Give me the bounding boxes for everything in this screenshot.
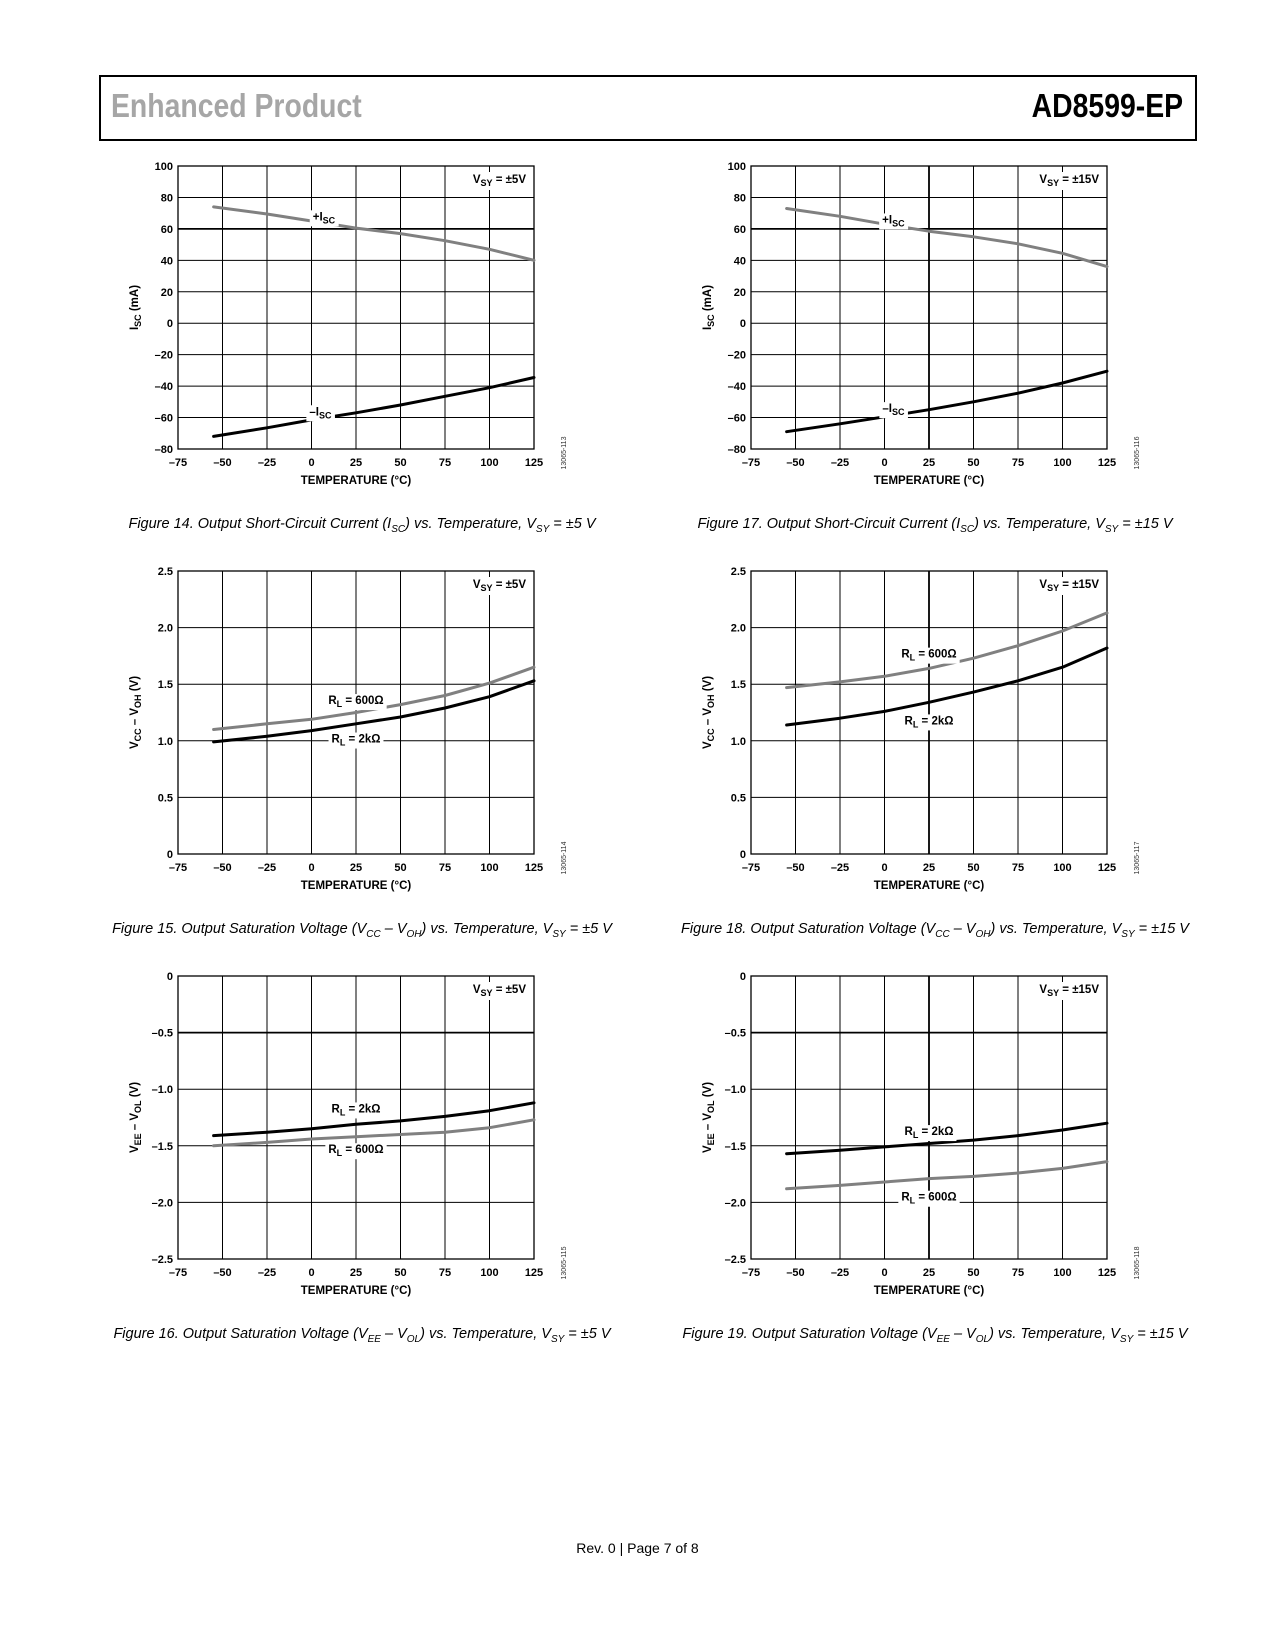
series-label — [879, 213, 908, 229]
x-tick-label: –50 — [786, 457, 805, 469]
figure-17-caption: Figure 17. Output Short-Circuit Current $(I_{SC})$ vs. Temperature, $V_{SY} = \pm 15$ V — [697, 516, 1173, 535]
x-tick-label: 125 — [1097, 1267, 1117, 1279]
y-tick-label: –2.5 — [724, 1254, 746, 1266]
x-axis-label: TEMPERATURE (°C) — [873, 475, 985, 487]
figure-code: 13065-117 — [1134, 841, 1141, 875]
series-label — [329, 1102, 384, 1118]
svg-text:VSY = ±15V: $V_{SY} = \pm 15V$ — [1039, 984, 1099, 998]
x-tick-label: 25 — [922, 457, 936, 469]
y-axis-label: $V_{EE} - V_{OL}$ (V) — [129, 1081, 143, 1154]
y-tick-label: –2.0 — [151, 1197, 173, 1210]
x-tick-label: 100 — [480, 1267, 499, 1279]
x-tick-label: 0 — [308, 457, 315, 469]
x-tick-label: 100 — [1053, 862, 1072, 874]
chart-isc-vs-temp-5v — [130, 160, 600, 500]
header-left-title: Enhanced Product — [111, 87, 362, 124]
vsy-label — [1035, 172, 1103, 190]
vsy-label — [469, 577, 531, 595]
x-tick-label: 125 — [524, 862, 544, 874]
x-axis-label: TEMPERATURE (°C) — [873, 880, 985, 892]
x-tick-label: –25 — [257, 457, 277, 469]
x-tick-label: 25 — [349, 862, 363, 874]
y-tick-label: –20 — [727, 349, 746, 362]
x-tick-label: –75 — [741, 862, 761, 874]
y-tick-label: 0 — [166, 971, 173, 983]
x-tick-label: –50 — [213, 862, 232, 874]
x-tick-label: 50 — [967, 457, 980, 469]
series-label — [325, 1143, 386, 1159]
x-tick-label: 25 — [922, 1267, 936, 1279]
x-tick-label: 25 — [922, 862, 936, 874]
series-label — [902, 1125, 957, 1141]
y-axis-label: $V_{CC} - V_{OH}$ (V) — [702, 675, 716, 750]
x-tick-label: –75 — [168, 1267, 188, 1279]
svg-text:RL = 2kΩ: $R_L = 2k\Omega$ — [904, 715, 954, 730]
x-tick-label: 100 — [480, 862, 499, 874]
y-tick-label: 2.0 — [157, 622, 173, 635]
y-tick-label: 40 — [733, 255, 746, 268]
series-label — [898, 648, 959, 664]
y-tick-label: 0 — [739, 849, 746, 861]
x-tick-label: 0 — [308, 1267, 315, 1279]
x-tick-label: 50 — [394, 457, 407, 469]
svg-text:VSY = ±5V: $V_{SY} = \pm 5V$ — [472, 579, 526, 593]
svg-text:VSY = ±5V: $V_{SY} = \pm 5V$ — [472, 174, 526, 188]
y-tick-label: 1.0 — [730, 735, 746, 748]
y-axis-label: $I_{SC}$ (mA) — [129, 284, 143, 331]
chart-vee-vol-vs-temp-15v — [703, 970, 1173, 1310]
svg-text:VSY = ±15V: $V_{SY} = \pm 15V$ — [1039, 579, 1099, 593]
chart-vcc-voh-vs-temp-5v — [130, 565, 600, 905]
x-tick-label: –25 — [830, 457, 850, 469]
chart-vee-vol-vs-temp-5v — [130, 970, 600, 1310]
y-tick-label: –20 — [154, 349, 173, 362]
y-tick-label: 0.5 — [730, 792, 746, 805]
y-tick-label: 80 — [733, 192, 746, 205]
series-label — [898, 1191, 959, 1207]
x-tick-label: 50 — [967, 1267, 980, 1279]
y-tick-label: 2.5 — [730, 566, 746, 578]
series-line — [787, 209, 1107, 267]
page-header — [99, 75, 1197, 141]
x-tick-label: 75 — [1011, 862, 1025, 874]
figure-16-caption: Figure 16. Output Saturation Voltage $(V_{EE} - V_{OL})$ vs. Temperature, $V_{SY} = \pm 5$ V — [113, 1326, 611, 1345]
chart-isc-vs-temp-15v — [703, 160, 1173, 500]
x-axis-label: TEMPERATURE (°C) — [300, 880, 412, 892]
y-tick-label: 0 — [739, 971, 746, 983]
y-tick-label: 40 — [160, 255, 173, 268]
figure-code: 13065-118 — [1134, 1246, 1141, 1280]
y-tick-label: 1.5 — [157, 679, 173, 692]
x-tick-label: 0 — [881, 457, 888, 469]
y-tick-label: 0 — [739, 318, 746, 331]
x-tick-label: 75 — [1011, 1267, 1025, 1279]
vsy-label — [1035, 577, 1103, 595]
figure-code: 13065-114 — [561, 841, 568, 875]
x-tick-label: 100 — [480, 457, 499, 469]
x-tick-label: –50 — [213, 457, 232, 469]
x-tick-label: 25 — [349, 1267, 363, 1279]
figure-15-caption: Figure 15. Output Saturation Voltage $(V_{CC} - V_{OH})$ vs. Temperature, $V_{SY} = \pm 5$ V — [112, 921, 612, 940]
x-tick-label: –25 — [257, 1267, 277, 1279]
x-tick-label: 75 — [438, 862, 452, 874]
x-axis-label: TEMPERATURE (°C) — [873, 1285, 985, 1297]
figure-code: 13065-116 — [1134, 436, 1141, 470]
svg-text:–ISC: $-I_{SC}$ — [882, 403, 905, 418]
x-tick-label: 0 — [881, 862, 888, 874]
y-tick-label: 100 — [727, 161, 746, 173]
x-tick-label: –75 — [741, 1267, 761, 1279]
x-axis-label: TEMPERATURE (°C) — [300, 1285, 412, 1297]
vsy-label — [1035, 982, 1103, 1000]
x-tick-label: 25 — [349, 457, 363, 469]
x-tick-label: 0 — [308, 862, 315, 874]
svg-text:RL = 2kΩ: $R_L = 2k\Omega$ — [331, 1103, 381, 1118]
y-tick-label: –1.5 — [724, 1140, 746, 1153]
x-tick-label: –25 — [830, 862, 850, 874]
series-label — [306, 405, 335, 421]
figure-14-caption: Figure 14. Output Short-Circuit Current $(I_{SC})$ vs. Temperature, $V_{SY} = \pm 5$ V — [128, 516, 596, 535]
svg-text:–ISC: $-I_{SC}$ — [309, 406, 332, 421]
x-tick-label: –75 — [168, 457, 188, 469]
x-tick-label: –50 — [786, 1267, 805, 1279]
y-tick-label: 60 — [160, 223, 173, 236]
svg-text:+ISC: $+I_{SC}$ — [882, 214, 905, 229]
y-tick-label: –1.0 — [724, 1084, 746, 1097]
series-line — [214, 207, 534, 260]
chart-vcc-voh-vs-temp-15v — [703, 565, 1173, 905]
header-part-number: AD8599-EP — [1031, 87, 1183, 124]
y-tick-label: –2.5 — [151, 1254, 173, 1266]
y-tick-label: 100 — [154, 161, 173, 173]
y-tick-label: 60 — [733, 223, 746, 236]
svg-text:RL = 600Ω: $R_L = 600\Omega$ — [901, 648, 957, 663]
y-axis-label: $I_{SC}$ (mA) — [702, 284, 716, 331]
page-footer: Rev. 0 | Page 7 of 8 — [576, 1540, 699, 1556]
svg-text:RL = 600Ω: $R_L = 600\Omega$ — [328, 695, 384, 710]
svg-text:VSY = ±15V: $V_{SY} = \pm 15V$ — [1039, 174, 1099, 188]
x-tick-label: –25 — [830, 1267, 850, 1279]
y-tick-label: 2.0 — [730, 622, 746, 635]
y-tick-label: 1.0 — [157, 735, 173, 748]
y-tick-label: 0 — [166, 849, 173, 861]
x-tick-label: 125 — [1097, 862, 1117, 874]
y-tick-label: –40 — [727, 381, 746, 394]
y-tick-label: 0 — [166, 318, 173, 331]
x-tick-label: 100 — [1053, 1267, 1072, 1279]
x-axis-label: TEMPERATURE (°C) — [300, 475, 412, 487]
y-tick-label: –40 — [154, 381, 173, 394]
y-axis-label: $V_{EE} - V_{OL}$ (V) — [702, 1081, 716, 1154]
figure-code: 13065-115 — [561, 1246, 568, 1280]
series-label — [902, 714, 957, 730]
x-tick-label: –75 — [741, 457, 761, 469]
y-tick-label: –1.5 — [151, 1140, 173, 1153]
svg-text:VSY = ±5V: $V_{SY} = \pm 5V$ — [472, 984, 526, 998]
series-label — [329, 733, 384, 749]
y-axis-label: $V_{CC} - V_{OH}$ (V) — [129, 675, 143, 750]
svg-text:RL = 2kΩ: $R_L = 2k\Omega$ — [904, 1126, 954, 1141]
y-tick-label: 20 — [160, 286, 173, 299]
x-tick-label: 75 — [438, 457, 452, 469]
y-tick-label: 1.5 — [730, 679, 746, 692]
series-label — [310, 210, 339, 226]
svg-text:+ISC: $+I_{SC}$ — [312, 211, 336, 226]
y-tick-label: –1.0 — [151, 1084, 173, 1097]
x-tick-label: –50 — [786, 862, 805, 874]
figure-19-caption: Figure 19. Output Saturation Voltage $(V_{EE} - V_{OL})$ vs. Temperature, $V_{SY} = \pm 15$ V — [682, 1326, 1188, 1345]
vsy-label — [469, 172, 531, 190]
vsy-label — [469, 982, 531, 1000]
series-label — [879, 402, 908, 418]
series-line — [787, 1162, 1107, 1189]
y-tick-label: –0.5 — [151, 1027, 173, 1040]
x-tick-label: 50 — [394, 862, 407, 874]
series-label — [325, 694, 386, 710]
y-tick-label: 80 — [160, 192, 173, 205]
svg-text:RL = 600Ω: $R_L = 600\Omega$ — [328, 1144, 384, 1159]
x-tick-label: 75 — [438, 1267, 452, 1279]
y-tick-label: –80 — [154, 444, 173, 456]
x-tick-label: –25 — [257, 862, 277, 874]
series-line — [787, 371, 1107, 432]
x-tick-label: –75 — [168, 862, 188, 874]
y-tick-label: –80 — [727, 444, 746, 456]
svg-text:RL = 600Ω: $R_L = 600\Omega$ — [901, 1191, 957, 1206]
y-tick-label: 0.5 — [157, 792, 173, 805]
figure-code: 13065-113 — [561, 436, 568, 470]
svg-text:RL = 2kΩ: $R_L = 2k\Omega$ — [331, 733, 381, 748]
x-tick-label: 75 — [1011, 457, 1025, 469]
x-tick-label: 50 — [967, 862, 980, 874]
y-tick-label: –2.0 — [724, 1197, 746, 1210]
y-tick-label: 2.5 — [157, 566, 173, 578]
x-tick-label: 100 — [1053, 457, 1072, 469]
y-tick-label: –60 — [154, 412, 173, 425]
x-tick-label: 125 — [524, 1267, 544, 1279]
x-tick-label: 0 — [881, 1267, 888, 1279]
x-tick-label: 125 — [1097, 457, 1117, 469]
x-tick-label: –50 — [213, 1267, 232, 1279]
y-tick-label: –0.5 — [724, 1027, 746, 1040]
y-tick-label: –60 — [727, 412, 746, 425]
y-tick-label: 20 — [733, 286, 746, 299]
x-tick-label: 50 — [394, 1267, 407, 1279]
figure-18-caption: Figure 18. Output Saturation Voltage $(V_{CC} - V_{OH})$ vs. Temperature, $V_{SY} = \pm 15$ V — [681, 921, 1189, 940]
x-tick-label: 125 — [524, 457, 544, 469]
